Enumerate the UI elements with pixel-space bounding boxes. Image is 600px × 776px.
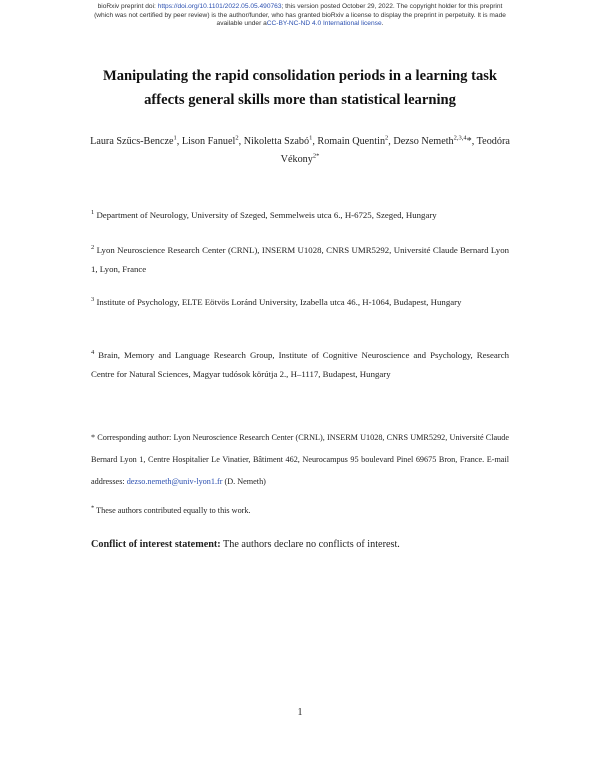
affiliation-1: $^1$ Department of Neurology, University of Szeged, Semmelweis utca 6., H-6725, Szeged, Hungary: [91, 209, 437, 220]
preprint-header: [40, 3, 560, 29]
affiliation-2: $^2$ Lyon Neuroscience Research Center (CRNL), INSERM U1028, CNRS UMR5292, Université Claude Bernard Lyon 1, Lyon, France: [91, 244, 509, 274]
page-number: 1: [297, 707, 303, 718]
title-line-1: Manipulating the rapid consolidation periods in a learning task: [102, 68, 498, 84]
doi-link[interactable]: https://doi.org/10.1101/2022.05.05.490763: [157, 3, 282, 10]
license-link[interactable]: CC-BY-NC-ND 4.0 International license: [266, 20, 382, 28]
header-line-3: available under aCC-BY-NC-ND 4.0 International license.: [216, 20, 384, 28]
conflict-label: Conflict of interest statement:: [91, 539, 221, 550]
conflict-of-interest: Conflict of interest statement: The authors declare no conflicts of interest.: [91, 539, 400, 550]
corresponding-author: * Corresponding author: Lyon Neuroscience Research Center (CRNL), INSERM U1028, CNRS UMR5292, Université Claude Bernard Lyon 1, Centre Hospitalier Le Vinatier, Bâtiment 462, Neurocampus 95 boulevard Pinel 69675 Bron, France. E-mail addresses: dezso.nemeth@univ-lyon1.fr (D. Nemeth): [91, 433, 509, 486]
email-link[interactable]: dezso.nemeth@univ-lyon1.fr: [126, 477, 223, 486]
affiliation-3: $^3$ Institute of Psychology, ELTE Eötvös Loránd University, Izabella utca 46., H-1064, Budapest, Hungary: [91, 296, 462, 307]
author: Laura Szücs-Bencze$^1$,: [90, 134, 182, 147]
affiliation-4: $^4$ Brain, Memory and Language Research Group, Institute of Cognitive Neuroscience and Psychology, Research Centre for Natural Sciences, Magyar tudósok körútja 2., H–1117, Budapest, Hungary: [91, 349, 509, 379]
author: Teodóra Vékony$^{2*}$: [280, 136, 510, 165]
title-line-2: affects general skills more than statistical learning: [144, 92, 456, 108]
author: Romain Quentin$^2$,: [317, 134, 394, 147]
header-line-1: bioRxiv preprint doi: https://doi.org/10.1101/2022.05.05.490763; this version posted October 29, 2022. The copyright holder for this preprint: [97, 3, 503, 10]
author: Lison Fanuel$^2$,: [181, 134, 244, 147]
equal-contribution-note: * These authors contributed equally to this work.: [91, 504, 251, 515]
header-line-2: (which was not certified by peer review) is the author/funder, who has granted bioRxiv a license to display the preprint in perpetuity. It is made: [94, 11, 506, 19]
author: Nikoletta Szabó$^1$,: [243, 134, 318, 147]
paper-title: [60, 64, 540, 112]
author-list: [90, 133, 510, 169]
author: Dezso Nemeth$^{2,3,4}$*,: [393, 134, 477, 147]
